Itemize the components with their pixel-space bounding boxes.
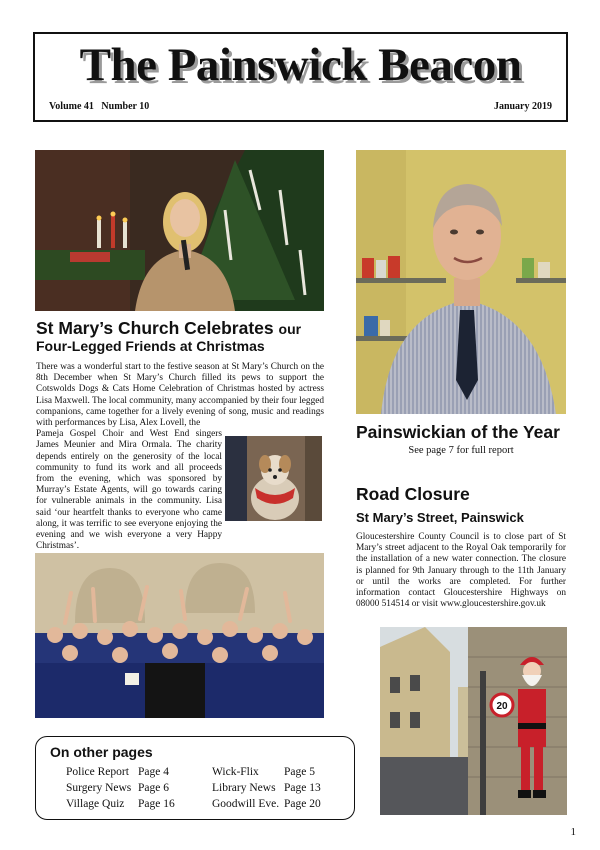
other-pages-item-page: Page 4 xyxy=(138,766,169,778)
speed-limit-sign: 20 xyxy=(496,701,508,712)
lead-paragraph-narrow: Pameja Gospel Choir and West End singers James Meunier and Mira Ormala. The charity depends entirely on the generosity of the local community to fund its work and all proceeds from the evening, which was sponsored by Murray’s Estate Agents, will go towards caring for vulnerable animals in the community. Lisa said ‘our heartfelt thanks to everyone who came along, it was terrific to see everyone enjoying the evening and we wish everyone a very Happy Christmas’. xyxy=(36,429,222,552)
painswickian-headline: Painswickian of the Year xyxy=(356,422,560,442)
issue-date: January 2019 xyxy=(493,101,552,112)
other-pages-item-page: Page 5 xyxy=(284,766,315,778)
page-number: 1 xyxy=(570,826,576,838)
other-pages-item-page: Page 16 xyxy=(138,798,175,810)
road-closure-body: Gloucestershire County Council is to close part of St Mary’s street adjacent to the Royal Oak temporarily for the installation of a new water connection. The closure is planned for 9th January through to the 11th January or until the works are completed. For further information contact Gloucestershire Highways on 08000 514514 or visit www.gloucestershire.gov.uk xyxy=(356,532,566,610)
painswickian-see-page: See page 7 for full report xyxy=(408,445,514,456)
volume-number: Volume 41 Number 10 xyxy=(49,101,150,112)
other-pages-item: Police Report xyxy=(66,766,129,778)
other-pages-item: Village Quiz xyxy=(66,798,125,810)
painswickian-portrait-photo xyxy=(356,150,566,414)
other-pages-item-page: Page 20 xyxy=(284,798,321,810)
masthead xyxy=(33,32,568,122)
other-pages-item-page: Page 13 xyxy=(284,782,321,794)
newspaper-title: The Painswick Beacon xyxy=(79,39,522,91)
other-pages-item: Goodwill Eve. xyxy=(212,798,280,810)
lead-paragraph-full: There was a wonderful start to the festive season at St Mary’s Church on the 8th December when St Mary’s Church filled its pews to support the Cotswolds Dogs & Cats Home Celebration of Christmas hosted by actress Lisa Maxwell. The local community, many accompanied by their four legged companions, came together for a lively evening of song, music and readings with performances by Lisa, Alex Lovell, the xyxy=(36,362,324,429)
dog-photo xyxy=(225,436,322,521)
street-santa-photo xyxy=(380,627,567,815)
lead-headline xyxy=(36,318,336,339)
church-event-photo xyxy=(35,150,324,311)
lead-headline-tail: our xyxy=(278,321,302,337)
other-pages-box xyxy=(35,736,355,820)
other-pages-heading: On other pages xyxy=(50,744,153,760)
other-pages-item: Wick-Flix xyxy=(212,766,259,778)
road-closure-headline: Road Closure xyxy=(356,484,470,504)
other-pages-item: Library News xyxy=(212,782,276,794)
lead-headline-main: St Mary’s Church Celebrates xyxy=(36,318,274,338)
lead-headline-line2: Four-Legged Friends at Christmas xyxy=(36,338,265,354)
other-pages-item-page: Page 6 xyxy=(138,782,169,794)
other-pages-item: Surgery News xyxy=(66,782,132,794)
road-closure-subhead: St Mary’s Street, Painswick xyxy=(356,510,524,525)
choir-photo xyxy=(35,553,324,718)
